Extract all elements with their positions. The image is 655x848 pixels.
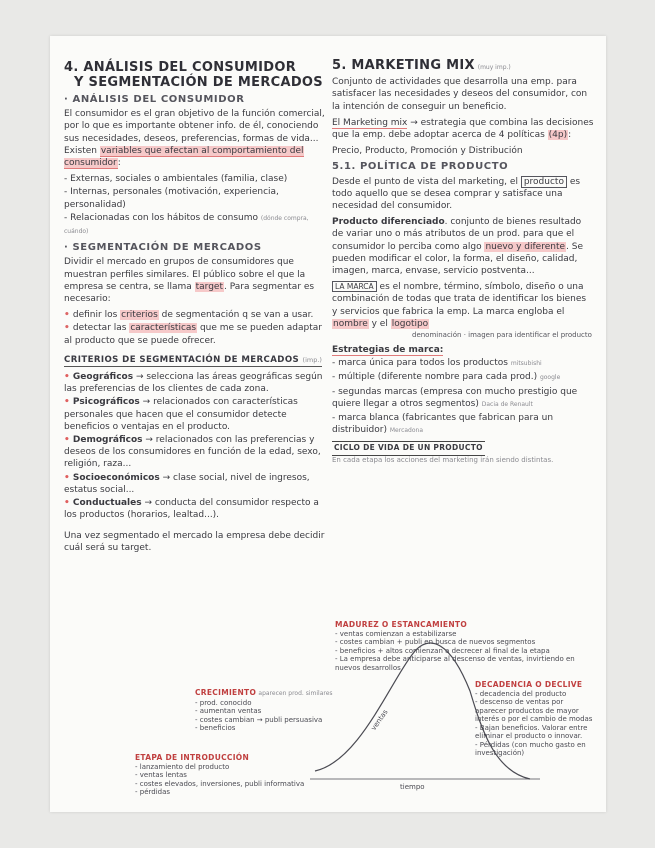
marketing-mix-label: El Marketing mix	[332, 117, 408, 128]
estrategia-note: google	[539, 374, 561, 382]
criterio-name: Demográficos	[72, 435, 143, 446]
politica-text-post: es todo aquello que se desea comprar y satisface una necesidad del consumidor.	[332, 176, 581, 212]
marca-notes: denominación · imagen para identificar el producto	[412, 331, 592, 340]
four-p-list: Precio, Producto, Promoción y Distribución	[332, 146, 523, 157]
stage-crecimiento	[195, 689, 365, 733]
criterio-text: → conducta del consumidor respecto a los productos (horarios, lealtad...).	[64, 498, 319, 521]
list-item-text: Relacionadas con los hábitos de consumo	[70, 212, 258, 223]
analisis-paragraph	[64, 108, 326, 169]
left-column	[64, 60, 326, 558]
list-item: - costes cambian → publi persuasiva	[195, 716, 365, 725]
estrategia-text: marca blanca (fabricantes que fabrican para un distribuidor)	[332, 413, 554, 436]
marca-note-b: imagen para identificar el producto	[468, 331, 592, 340]
marca-note-a: denominación	[412, 331, 462, 340]
criterio-name: Psicográficos	[72, 397, 140, 408]
politica-heading: 5.1. POLÍTICA DE PRODUCTO	[332, 161, 509, 173]
list-item	[332, 357, 594, 370]
pd-text-b: . Se pueden modificar el color, la forma, el diseño, calidad, imagen, marca, envase, servicio postventa...	[332, 241, 584, 277]
criterio-text: → clase social, nivel de ingresos, estatus social...	[64, 472, 310, 495]
stage-decadencia	[475, 681, 595, 758]
estrategia-text: múltiple (diferente nombre para cada prod.)	[338, 372, 538, 383]
notes-page	[50, 36, 606, 812]
stage-title: CRECIMIENTO	[195, 688, 257, 697]
list-item-highlight: características	[130, 323, 197, 334]
segmentacion-text: Dividir el mercado en grupos de consumidores que muestran perfiles similares. El público sobre el que la empresa se centra, se llama	[64, 257, 306, 292]
segmentacion-list	[64, 309, 326, 347]
criterio-text: → relacionados con las preferencias y deseos de los consumidores en función de la edad, sexo, religión, raza...	[64, 435, 321, 470]
marca-boxed: LA MARCA	[332, 281, 377, 292]
list-item	[64, 472, 326, 496]
list-item: - La empresa debe anticiparse al descenso de ventas, invirtiendo en nuevos desarrollos	[335, 655, 595, 672]
section5-paragraph: Conjunto de actividades que desarrolla una emp. para satisfacer las necesidades y deseos del consumidor, con la intención de conseguir un beneficio.	[332, 77, 588, 112]
list-item: - costes elevados, inversiones, publi informativa	[135, 780, 305, 789]
list-item-pre: detectar las	[72, 323, 130, 334]
ciclo-subtitle: En cada etapa los acciones del marketing irán siendo distintas.	[332, 455, 554, 464]
closing-paragraph: Una vez segmentado el mercado la empresa debe decidir cuál será su target.	[64, 530, 325, 553]
stage-note: aparecen prod. similares	[258, 690, 333, 697]
stage-list	[135, 763, 305, 797]
estrategias-list	[332, 357, 594, 437]
section4-title-line2: Y SEGMENTACIÓN DE MERCADOS	[74, 75, 323, 90]
analisis-heading-text: ANÁLISIS DEL CONSUMIDOR	[72, 94, 245, 105]
marketing-mix-text: → estrategia que combina las decisiones que la emp. debe adoptar acerca de 4 políticas	[332, 117, 594, 141]
list-item	[64, 322, 326, 346]
logotipo-highlight: logotipo	[391, 318, 429, 329]
segmentacion-heading: · SEGMENTACIÓN DE MERCADOS	[64, 242, 262, 254]
politica-paragraph	[332, 176, 594, 213]
estrategia-text: segundas marcas (empresa con mucho prestigio que quiere llegar a otros segmentos)	[332, 386, 578, 409]
section5-title: 5. MARKETING MIX	[332, 58, 475, 73]
nuevo-highlight: nuevo y diferente	[485, 241, 566, 252]
list-item	[332, 386, 594, 411]
list-item-pre: definir los	[72, 310, 121, 321]
estrategias-heading-text: Estrategias de marca:	[332, 345, 444, 356]
list-item	[64, 396, 326, 433]
marca-and: y el	[371, 318, 388, 329]
axis-x-label: tiempo	[400, 783, 425, 791]
analisis-text: El consumidor es el gran objetivo de la función comercial, por lo que es importante obtener info. de él, conociendo sus necesidades, deseos, preferencias, formas de vida... Existen	[64, 109, 325, 156]
criterio-name: Geográficos	[72, 372, 134, 383]
ciclo-heading: CICLO DE VIDA DE UN PRODUCTO	[332, 441, 485, 455]
segmentacion-paragraph	[64, 256, 326, 305]
list-item-post: que me se pueden adaptar al producto que se puede ofrecer.	[64, 323, 322, 346]
list-item: - Externas, sociales o ambientales (familia, clase)	[64, 173, 326, 185]
nombre-highlight: nombre	[333, 318, 368, 329]
list-item	[64, 309, 326, 321]
stage-list	[195, 699, 365, 733]
list-item: - descenso de ventas por aparecer productos de mayor interés o por el cambio de modas	[475, 698, 595, 724]
stage-list	[475, 690, 595, 758]
list-item: - pérdidas	[135, 788, 305, 797]
list-item	[332, 412, 594, 437]
analisis-heading: · ANÁLISIS DEL CONSUMIDOR	[64, 94, 245, 105]
pd-text-a: . conjunto de bienes resultado de variar uno o más atributos de un prod. para que el consumidor lo perciba como algo	[332, 217, 582, 252]
section4-title-line1: 4. ANÁLISIS DEL CONSUMIDOR	[64, 60, 297, 75]
list-item-highlight: criterios	[121, 310, 158, 321]
list-item-note: (dónde compra, cuándo)	[64, 214, 309, 236]
list-item: - decadencia del producto	[475, 690, 595, 699]
stage-title: DECADENCIA O DECLIVE	[475, 680, 583, 689]
producto-boxed: producto	[521, 176, 567, 188]
criterios-list	[64, 371, 326, 521]
list-item	[332, 371, 594, 384]
stage-title-row	[195, 689, 365, 699]
criterio-name: Socioeconómicos	[72, 472, 160, 483]
marca-paragraph	[332, 281, 594, 330]
marketing-mix-paragraph: El Marketing mix → estrategia que combina las decisiones que la emp. debe adoptar acerca de 4 políticas (4p):	[332, 117, 594, 141]
producto-diferenciado-paragraph	[332, 216, 594, 277]
estrategia-text: marca única para todos los productos	[338, 358, 508, 369]
ciclo-heading-row	[332, 441, 594, 455]
politica-text-pre: Desde el punto de vista del marketing, el	[332, 176, 518, 187]
list-item: - ventas lentas	[135, 771, 305, 780]
estrategias-heading	[332, 344, 594, 356]
variables-highlight: variables que afectan al comportamiento del consumidor	[64, 145, 304, 169]
list-item: - ventas comienzan a estabilizarse	[335, 630, 595, 639]
stage-title: ETAPA DE INTRODUCCIÓN	[135, 753, 250, 762]
list-item	[64, 371, 326, 395]
list-item: - Bajan beneficios. Valorar entre eliminar el producto o innovar.	[475, 724, 595, 741]
stage-title: MADUREZ O ESTANCAMIENTO	[335, 620, 468, 629]
analisis-text-end: :	[117, 158, 121, 169]
stage-madurez	[335, 621, 595, 672]
marca-text: es el nombre, término, símbolo, diseño o una combinación de todas que trata de identificar los bienes y servicios que fabrica la emp. La marca engloba el	[332, 282, 587, 317]
estrategia-note: Dacia de Renault	[481, 400, 533, 408]
producto-diferenciado-label: Producto diferenciado	[332, 217, 445, 228]
criterios-heading-text: CRITERIOS DE SEGMENTACIÓN DE MERCADOS	[64, 354, 300, 365]
estrategia-note: Mercadona	[389, 427, 423, 435]
right-column	[332, 58, 594, 465]
list-item	[64, 212, 326, 238]
list-item: - Internas, personales (motivación, experiencia, personalidad)	[64, 186, 326, 210]
list-item: - Pérdidas (con mucho gasto en investigación)	[475, 741, 595, 758]
variables-list	[64, 173, 326, 238]
stage-list	[335, 630, 595, 673]
criterio-name: Conductuales	[72, 498, 142, 509]
list-item: - lanzamiento del producto	[135, 763, 305, 772]
list-item: - costes cambian + publi en busca de nuevos segmentos	[335, 638, 595, 647]
target-highlight: target	[195, 281, 223, 292]
list-item	[64, 497, 326, 521]
list-item: - beneficios + altos comienzan a decrecer al final de la etapa	[335, 647, 595, 656]
list-item-post: de segmentación q se van a usar.	[158, 310, 314, 321]
list-item: - aumentan ventas	[195, 707, 365, 716]
criterio-text: → selecciona las áreas geográficas según las preferencias de los clientes de cada zona.	[64, 372, 323, 395]
section5-title-row	[332, 58, 594, 74]
list-item: - prod. conocido	[195, 699, 365, 708]
criterios-note: (imp.)	[302, 355, 322, 364]
criterio-text: → relacionados con características personales que hacen que el consumidor detecte beneficios o ventajas en el producto.	[64, 397, 298, 432]
section5-title-note: (muy imp.)	[477, 64, 511, 71]
criterios-heading	[64, 354, 322, 367]
axis-y-label: ventas	[369, 708, 390, 733]
estrategia-note: mitsubishi	[510, 360, 542, 368]
lifecycle-diagram	[130, 621, 600, 806]
stage-introduccion	[135, 754, 305, 797]
segmentacion-heading-text: SEGMENTACIÓN DE MERCADOS	[72, 242, 262, 254]
list-item: - beneficios	[195, 724, 365, 733]
list-item	[64, 434, 326, 471]
segmentacion-text-end: . Para segmentar es necesario:	[64, 281, 315, 305]
four-p-highlight: (4p)	[548, 130, 568, 141]
